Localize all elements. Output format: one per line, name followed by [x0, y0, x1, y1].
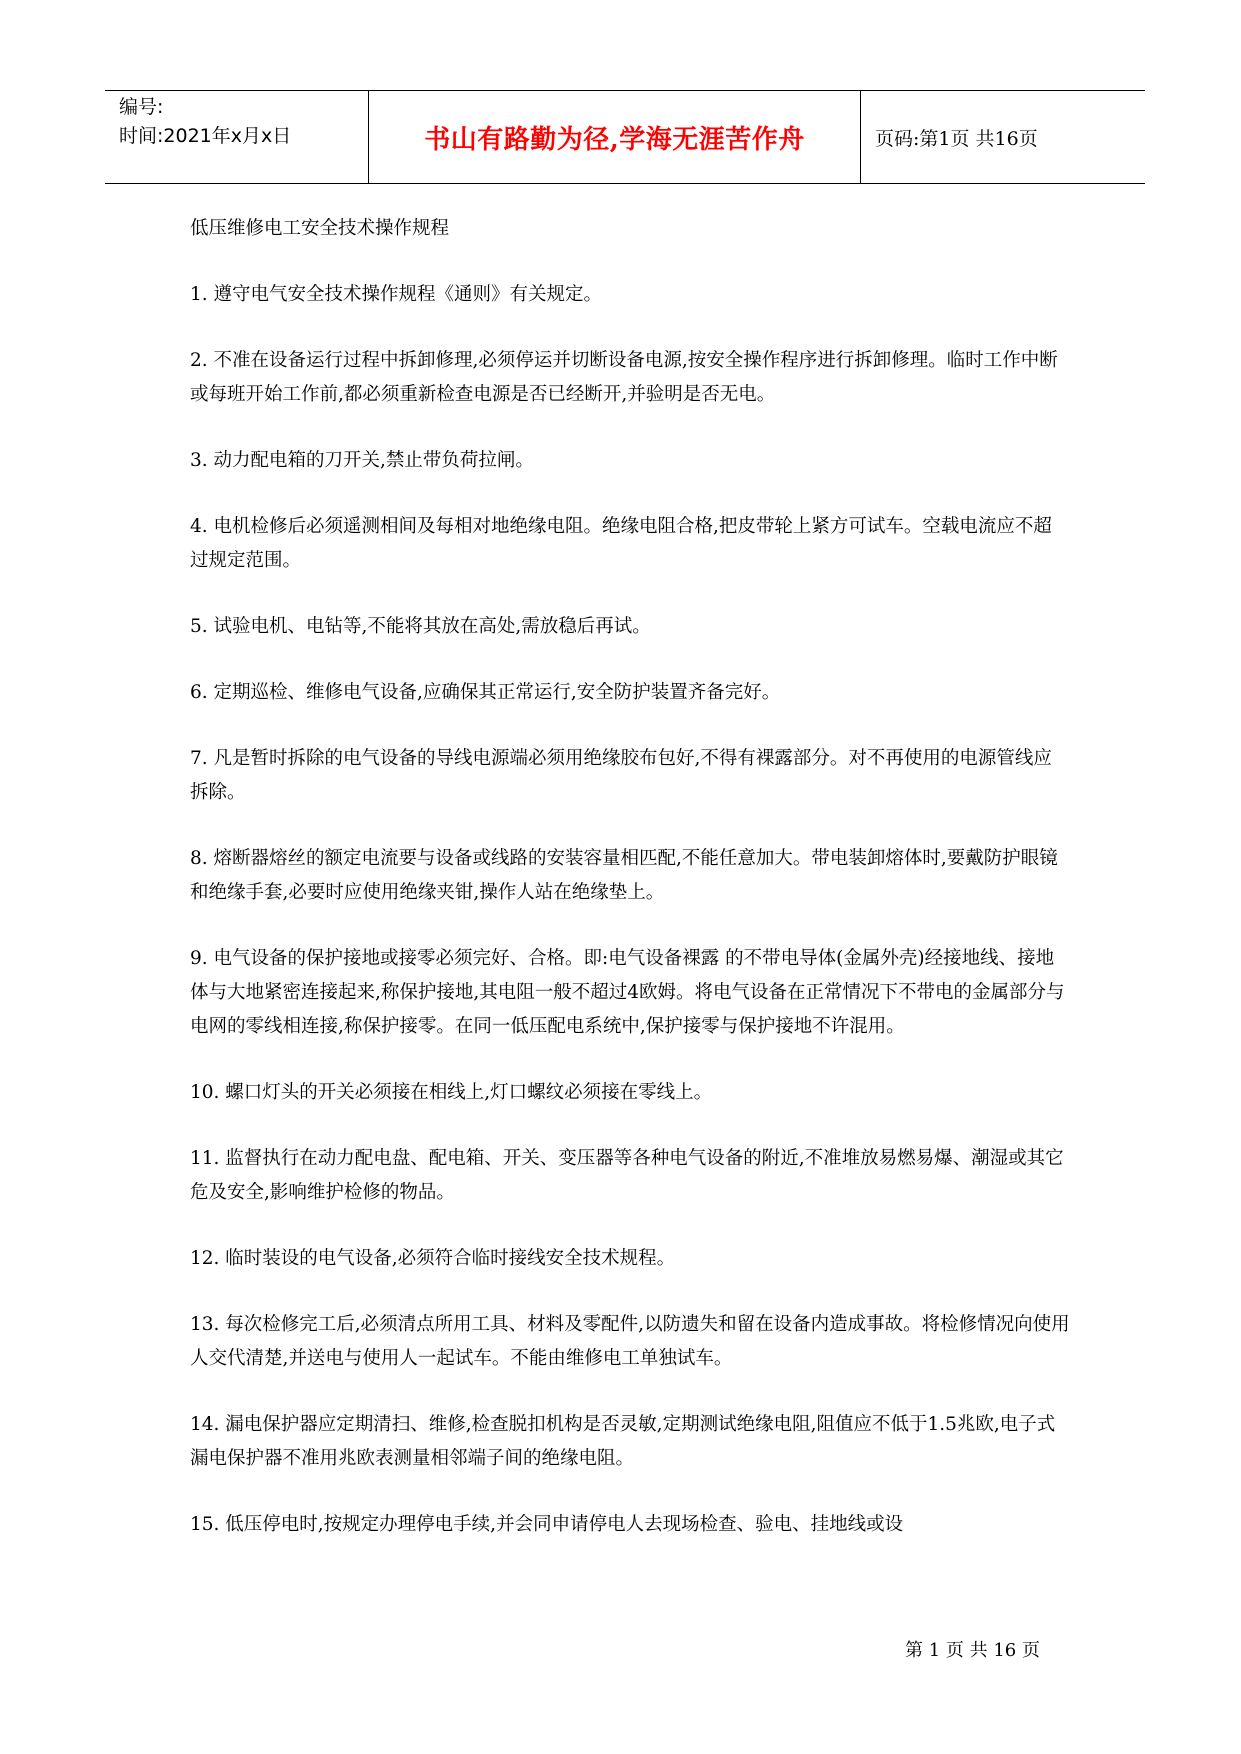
list-item: 7. 凡是暂时拆除的电气设备的导线电源端必须用绝缘胶布包好,不得有裸露部分。对不再使用的电源管线应拆除。: [190, 748, 1052, 803]
list-item: 5. 试验电机、电钻等,不能将其放在高处,需放稳后再试。: [190, 616, 651, 637]
list-item: 13. 每次检修完工后,必须清点所用工具、材料及零配件,以防遗失和留在设备内造成事故。将检修情况向使用人交代清楚,并送电与使用人一起试车。不能由维修电工单独试车。: [190, 1314, 1070, 1369]
list-item: 2. 不准在设备运行过程中拆卸修理,必须停运并切断设备电源,按安全操作程序进行拆卸修理。临时工作中断或每班开始工作前,都必须重新检查电源是否已经断开,并验明是否无电。: [190, 350, 1058, 405]
footer-page-number: 第 1 页 共 16 页: [905, 1640, 1040, 1661]
list-item: 9. 电气设备的保护接地或接零必须完好、合格。即:电气设备裸露 的不带电导体(金属外壳)经接地线、接地体与大地紧密连接起来,称保护接地,其电阻一般不超过4欧姆。将电气设备在正常情况下不带电的金属部分与电网的零线相连接,称保护接零。在同一低压配电系统中,保护接零与保护接地不许混用。: [190, 948, 1065, 1037]
list-item: 15. 低压停电时,按规定办理停电手续,并会同申请停电人去现场检查、验电、挂地线或设: [190, 1514, 904, 1535]
list-item: 14. 漏电保护器应定期清扫、维修,检查脱扣机构是否灵敏,定期测试绝缘电阻,阻值应不低于1.5兆欧,电子式漏电保护器不准用兆欧表测量相邻端子间的绝缘电阻。: [190, 1414, 1056, 1469]
list-item: 11. 监督执行在动力配电盘、配电箱、开关、变压器等各种电气设备的附近,不准堆放易燃易爆、潮湿或其它危及安全,影响维护检修的物品。: [190, 1148, 1064, 1203]
list-item: 3. 动力配电箱的刀开关,禁止带负荷拉闸。: [190, 450, 534, 471]
header-motto: [369, 91, 861, 183]
list-item: 10. 螺口灯头的开关必须接在相线上,灯口螺纹必须接在零线上。: [190, 1082, 713, 1103]
page-footer: [905, 1636, 1040, 1662]
document-title: 低压维修电工安全技术操作规程: [190, 218, 450, 239]
page-header: [105, 90, 1145, 184]
header-page-info: [861, 91, 1145, 183]
header-meta: [105, 91, 369, 183]
number-label: 编号:: [119, 96, 164, 118]
list-item: 1. 遵守电气安全技术操作规程《通则》有关规定。: [190, 284, 603, 305]
list-item: 6. 定期巡检、维修电气设备,应确保其正常运行,安全防护装置齐备完好。: [190, 682, 781, 703]
document-body: [190, 212, 1070, 1574]
motto-text: 书山有路勤为径,学海无涯苦作舟: [424, 124, 805, 155]
time-label: 时间:2021年x月x日: [119, 125, 292, 147]
page-info-text: 页码:第1页 共16页: [875, 127, 1038, 150]
list-item: 12. 临时装设的电气设备,必须符合临时接线安全技术规程。: [190, 1248, 676, 1269]
list-item: 8. 熔断器熔丝的额定电流要与设备或线路的安装容量相匹配,不能任意加大。带电装卸熔体时,要戴防护眼镜和绝缘手套,必要时应使用绝缘夹钳,操作人站在绝缘垫上。: [190, 848, 1058, 903]
list-item: 4. 电机检修后必须遥测相间及每相对地绝缘电阻。绝缘电阻合格,把皮带轮上紧方可试车。空载电流应不超过规定范围。: [190, 516, 1052, 571]
